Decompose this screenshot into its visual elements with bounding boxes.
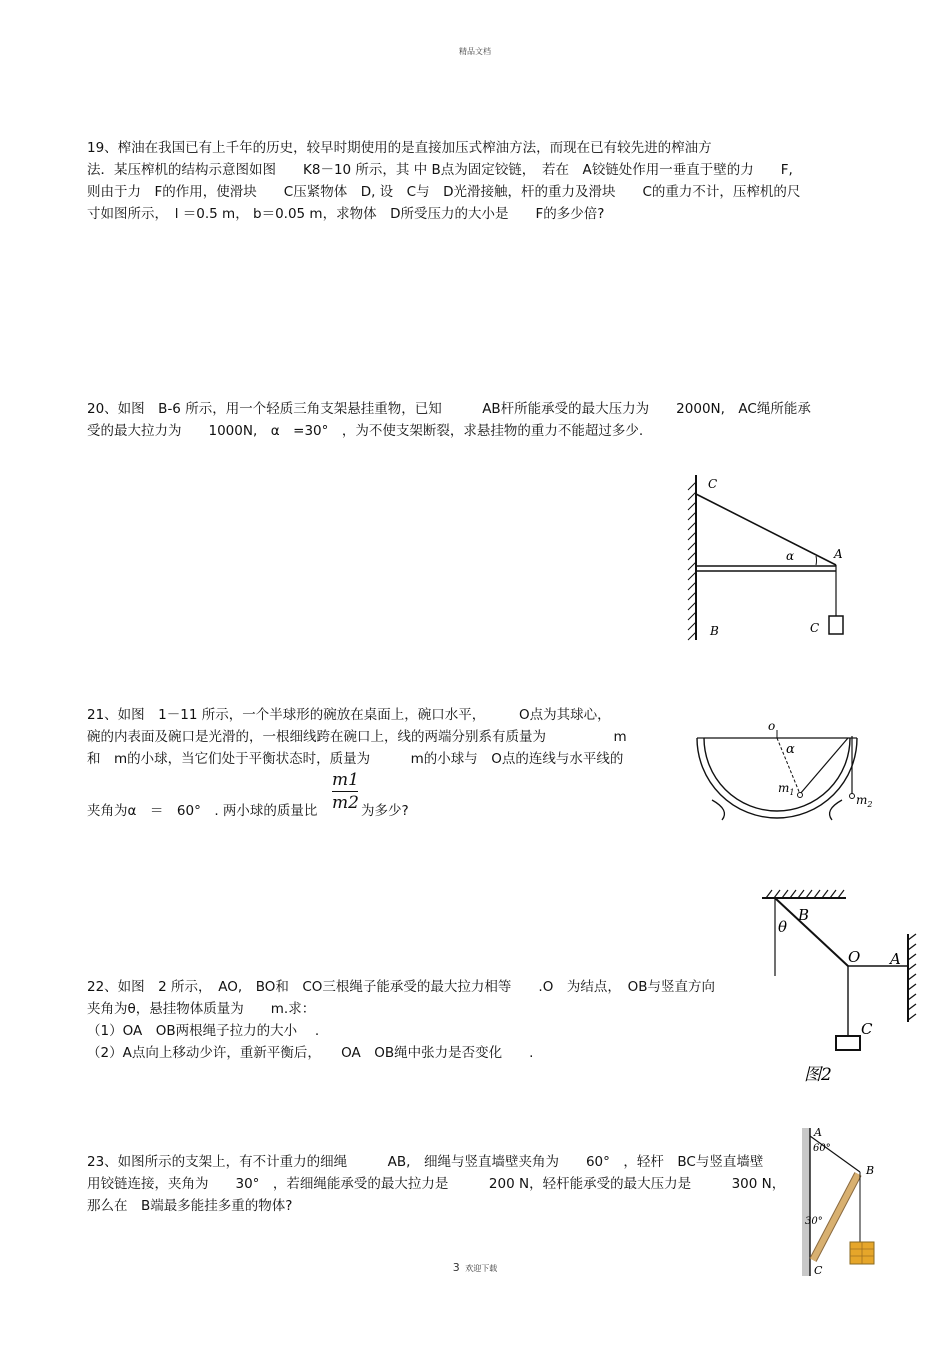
page-number: 3 (452, 1261, 460, 1274)
q21-line-2: 碗的内表面及碗口是光滑的，一根细线跨在碗口上，线的两端分别系有质量为 m (87, 729, 627, 745)
fraction-numerator: m1 (332, 770, 359, 790)
q23-angle-30: 30° (805, 1216, 823, 1227)
q22-label-b: B (798, 906, 810, 924)
fraction-denominator: m2 (332, 793, 359, 813)
q23-label-b: B (866, 1164, 875, 1177)
q23-label-a: A (814, 1126, 822, 1139)
q22-label-c: C (861, 1020, 873, 1038)
q22-label-theta: θ (778, 918, 788, 936)
q19-line-2: 法．某压榨机的结构示意图如图 K8－10 所示，其 中 B点为固定铰链， 若在 A铰链处作用一垂直于壁的力 F, (87, 162, 793, 178)
q22-line-2: 夹角为θ，悬挂物体质量为 m.求： (87, 1001, 316, 1017)
q19-line-3: 则由于力 F的作用，使滑块 C压紧物体 D, 设 C与 D光滑接触，杆的重力及滑块 C的重力不计，压榨机的尺 (87, 184, 801, 200)
q22-line-3: （1）OA OB两根绳子拉力的大小 . (87, 1023, 320, 1039)
q21-m2-subscript: 2 (867, 800, 873, 809)
q20-label-c-weight: C (810, 621, 820, 635)
q21-m1-letter: m (778, 781, 790, 795)
q21-bowl-figure (690, 712, 890, 827)
q21-line-3: 和 m的小球，当它们处于平衡状态时，质量为 m的小球与 O点的连线与水平线的 (87, 751, 624, 767)
q21-label-alpha: α (786, 742, 795, 757)
q21-label-m1 (778, 781, 794, 797)
page-footer (0, 1261, 950, 1274)
q23-label-c: C (814, 1264, 823, 1277)
q22-line-4: （2）A点向上移动少许，重新平衡后， OA OB绳中张力是否变化 . (87, 1045, 534, 1061)
q21-line-4b: 为多少? (361, 803, 409, 819)
q23-angle-60: 60° (813, 1143, 831, 1154)
q23-support-figure (796, 1124, 896, 1280)
q21-label-o: o (768, 719, 776, 733)
q22-figure-caption: 图2 (804, 1065, 832, 1084)
mass-ratio-fraction (332, 770, 358, 813)
q19-line-1: 19、榨油在我国已有上千年的历史，较早时期使用的是直接加压式榨油方法，而现在已有较先进的榨油方 (87, 140, 712, 156)
q20-line-2: 受的最大拉力为 1000N, α =30° ，为不使支架断裂，求悬挂物的重力不能超过多少. (87, 423, 644, 439)
q20-label-a: A (834, 547, 843, 561)
fraction-bar (332, 791, 358, 792)
footer-text: 欢迎下载 (465, 1264, 498, 1273)
page-header: 精品文档 (459, 47, 491, 56)
q20-bracket-figure (680, 470, 860, 650)
q20-label-alpha: α (786, 549, 795, 563)
q20-label-c-top: C (708, 477, 718, 491)
q21-label-m2 (856, 793, 872, 809)
q20-line-1: 20、如图 B-6 所示，用一个轻质三角支架悬挂重物，已知 AB杆所能承受的最大压力为 2000N, AC绳所能承 (87, 401, 811, 417)
q21-m2-letter: m (856, 793, 868, 807)
q21-line-4a: 夹角为α ＝ 60° . 两小球的质量比 (87, 803, 318, 819)
q19-line-4: 寸如图所示， l ＝0.5 m， b＝0.05 m，求物体 D所受压力的大小是 F的多少倍? (87, 206, 605, 222)
q23-line-3: 那么在 B端最多能挂多重的物体? (87, 1198, 293, 1214)
q21-line-1: 21、如图 1－11 所示，一个半球形的碗放在桌面上，碗口水平， O点为其球心， (87, 707, 611, 723)
q22-label-o: O (848, 948, 861, 966)
q22-label-a: A (890, 950, 901, 968)
q23-line-2: 用铰链连接，夹角为 30° ，若细绳能承受的最大拉力是 200 N，轻杆能承受的最大压力是 300 N， (87, 1176, 786, 1192)
q22-knot-figure (756, 884, 926, 1084)
q20-label-b: B (710, 624, 719, 638)
q21-m1-subscript: 1 (789, 788, 795, 797)
q23-line-1: 23、如图所示的支架上，有不计重力的细绳 AB, 细绳与竖直墙壁夹角为 60° ，轻杆 BC与竖直墙壁 (87, 1154, 764, 1170)
q22-line-1: 22、如图 2 所示， AO, BO和 CO三根绳子能承受的最大拉力相等 .O 为结点， OB与竖直方向 (87, 979, 715, 995)
